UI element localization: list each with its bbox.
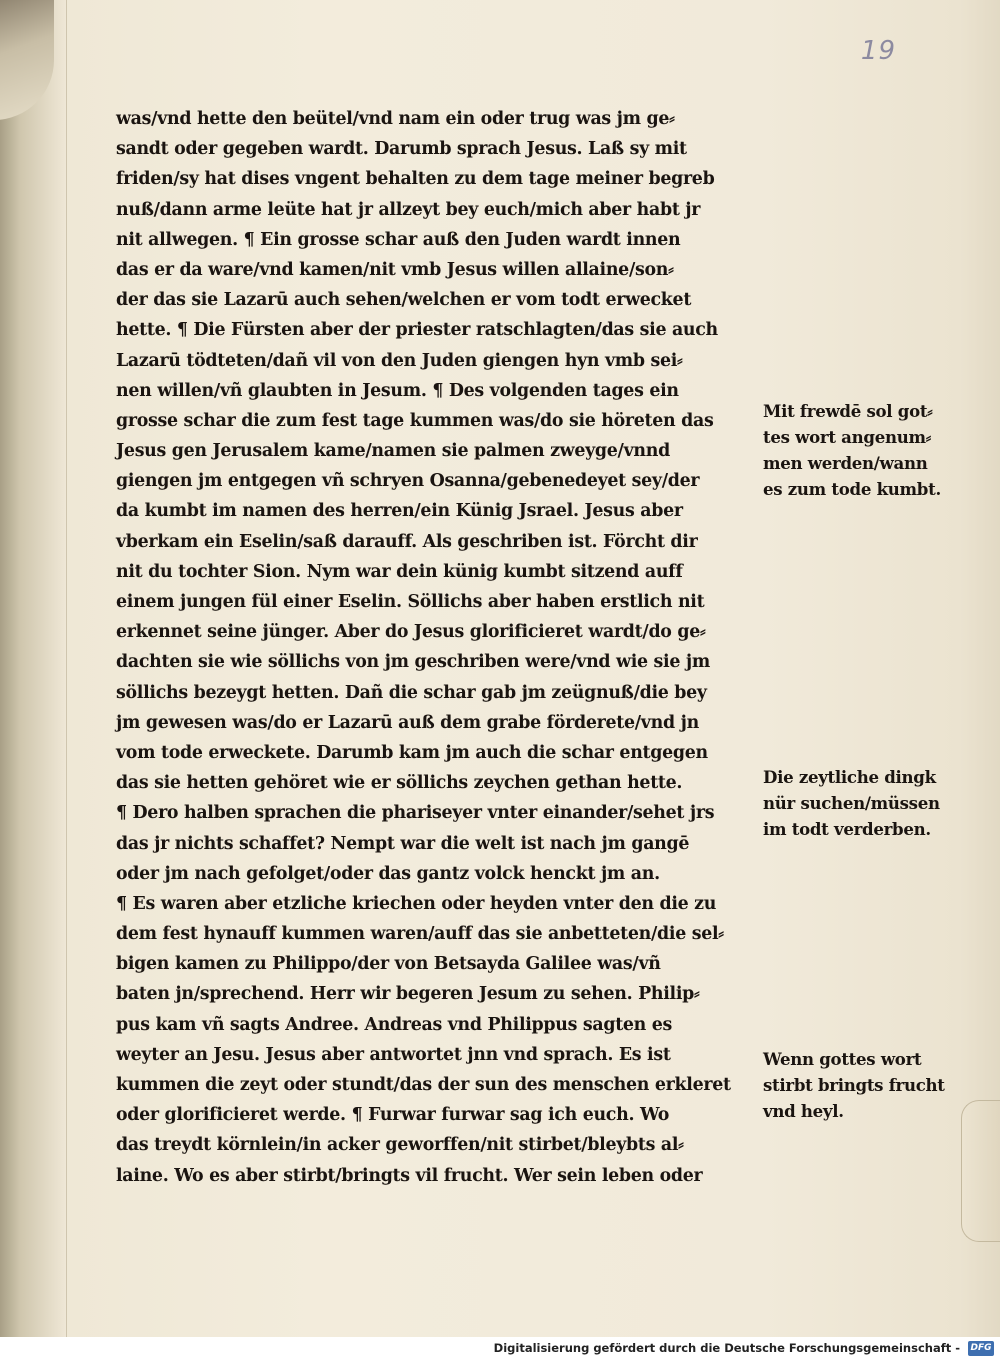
- text-line: dachten sie wie söllichs von jm geschriben were/vnd wie sie jm: [116, 652, 710, 673]
- text-line: das er da ware/vnd kamen/nit vmb Jesus willen allaine/son⸗: [116, 259, 674, 280]
- text-line: nuß/dann arme leüte hat jr allzeyt bey euch/mich aber habt jr: [116, 199, 701, 220]
- text-line: oder jm nach gefolget/oder das gantz volck henckt jm an.: [116, 863, 660, 884]
- text-line: kummen die zeyt oder stundt/das der sun des menschen erkleret: [116, 1075, 731, 1095]
- text-line: da kumbt im namen des herren/ein Künig Jsrael. Jesus aber: [116, 501, 683, 522]
- text-line: sandt oder gegeben wardt. Darumb sprach Jesus. Laß sy mit: [116, 139, 687, 160]
- show-through-margin: [772, 346, 982, 406]
- footer-bar: [0, 1337, 1000, 1361]
- text-line: erkennet seine jünger. Aber do Jesus glorificieret wardt/do ge⸗: [116, 622, 706, 643]
- text-line: Lazarū tödteten/dañ vil von den Juden giengen hyn vmb sei⸗: [116, 350, 683, 371]
- dfg-logo: DFG: [968, 1341, 994, 1356]
- page-curl: [0, 0, 54, 120]
- marginal-gloss-1: [763, 398, 968, 502]
- text-line: oder glorificieret werde. ¶ Furwar furwar sag ich euch. Wo: [116, 1105, 670, 1126]
- gloss-line: men werden/wann: [763, 453, 928, 473]
- text-line: das jr nichts schaffet? Nempt war die welt ist nach jm gangē: [116, 833, 690, 854]
- text-line: weyter an Jesu. Jesus aber antwortet jnn vnd sprach. Es ist: [116, 1044, 671, 1065]
- text-line: bigen kamen zu Philippo/der von Betsayda Galilee was/vñ: [116, 954, 661, 975]
- text-line: das treydt körnlein/in acker geworffen/nit stirbet/bleybts al⸗: [116, 1135, 684, 1156]
- show-through-margin: [772, 540, 982, 720]
- text-line: dem fest hynauff kummen waren/auff das sie anbetteten/die sel⸗: [116, 924, 724, 945]
- page-fold-tab: [961, 1100, 1000, 1242]
- text-line: was/vnd hette den beütel/vnd nam ein oder trug was jm ge⸗: [116, 109, 675, 129]
- main-text-block: [116, 104, 766, 1191]
- text-line: giengen jm entgegen vñ schryen Osanna/gebenedeyet sey/der: [116, 471, 700, 492]
- text-line: der das sie Lazarū auch sehen/welchen er vom todt erwecket: [116, 290, 692, 311]
- text-line: ¶ Es waren aber etzliche kriechen oder heyden vnter den die zu: [116, 893, 717, 914]
- text-line: nit du tochter Sion. Nym war dein künig kumbt sitzend auff: [116, 561, 683, 582]
- bleed-through-text: [0, 560, 62, 760]
- text-line: ¶ Dero halben sprachen die phariseyer vnter einander/sehet jrs: [116, 803, 715, 824]
- text-line: hette. ¶ Die Fürsten aber der priester ratschlagten/das sie auch: [116, 320, 718, 341]
- text-line: das sie hetten gehöret wie er söllichs zeychen gethan hette.: [116, 773, 683, 794]
- text-line: vom tode erweckete. Darumb kam jm auch die schar entgegen: [116, 742, 708, 763]
- text-line: grosse schar die zum fest tage kummen was/do sie höreten das: [116, 410, 714, 431]
- text-line: friden/sy hat dises vngent behalten zu dem tage meiner begreb: [116, 169, 715, 190]
- bleed-through-text: [0, 150, 62, 450]
- text-line: einem jungen fül einer Eselin. Söllichs aber haben erstlich nit: [116, 592, 705, 612]
- gloss-line: stirbt bringts frucht: [763, 1075, 945, 1095]
- text-line: vberkam ein Eselin/saß darauff. Als geschriben ist. Förcht dir: [116, 531, 698, 552]
- bleed-through-text: [0, 790, 62, 1080]
- text-line: nit allwegen. ¶ Ein grosse schar auß den Juden wardt innen: [116, 229, 681, 250]
- gloss-line: vnd heyl.: [763, 1101, 844, 1121]
- text-line: nen willen/vñ glaubten in Jesum. ¶ Des volgenden tages ein: [116, 380, 679, 401]
- gloss-line: im todt verderben.: [763, 819, 931, 839]
- marginal-gloss-2: [763, 764, 968, 842]
- text-line: jm gewesen was/do er Lazarū auß dem grabe förderete/vnd jn: [116, 712, 699, 733]
- text-line: söllichs bezeygt hetten. Dañ die schar gab jm zeügnuß/die bey: [116, 682, 707, 703]
- gloss-line: tes wort angenum⸗: [763, 427, 931, 447]
- text-line: Jesus gen Jerusalem kame/namen sie palmen zweyge/vnnd: [116, 441, 670, 462]
- digitization-credit: Digitalisierung gefördert durch die Deutsche Forschungsgemeinschaft -: [493, 1341, 960, 1355]
- gloss-line: Die zeytliche dingk: [763, 767, 936, 787]
- gloss-line: nür suchen/müssen: [763, 793, 940, 813]
- text-line: pus kam vñ sagts Andree. Andreas vnd Philippus sagten es: [116, 1014, 673, 1035]
- gloss-line: Mit frewdē sol got⸗: [763, 401, 933, 421]
- folio-number: 19: [860, 36, 896, 66]
- text-line: laine. Wo es aber stirbt/bringts vil frucht. Wer sein leben oder: [116, 1165, 703, 1186]
- show-through-margin: [772, 996, 982, 1046]
- marginal-gloss-3: [763, 1046, 968, 1124]
- text-line: baten jn/sprechend. Herr wir begeren Jesum zu sehen. Philip⸗: [116, 984, 700, 1005]
- gloss-line: es zum tode kumbt.: [763, 479, 941, 499]
- gloss-line: Wenn gottes wort: [763, 1049, 922, 1069]
